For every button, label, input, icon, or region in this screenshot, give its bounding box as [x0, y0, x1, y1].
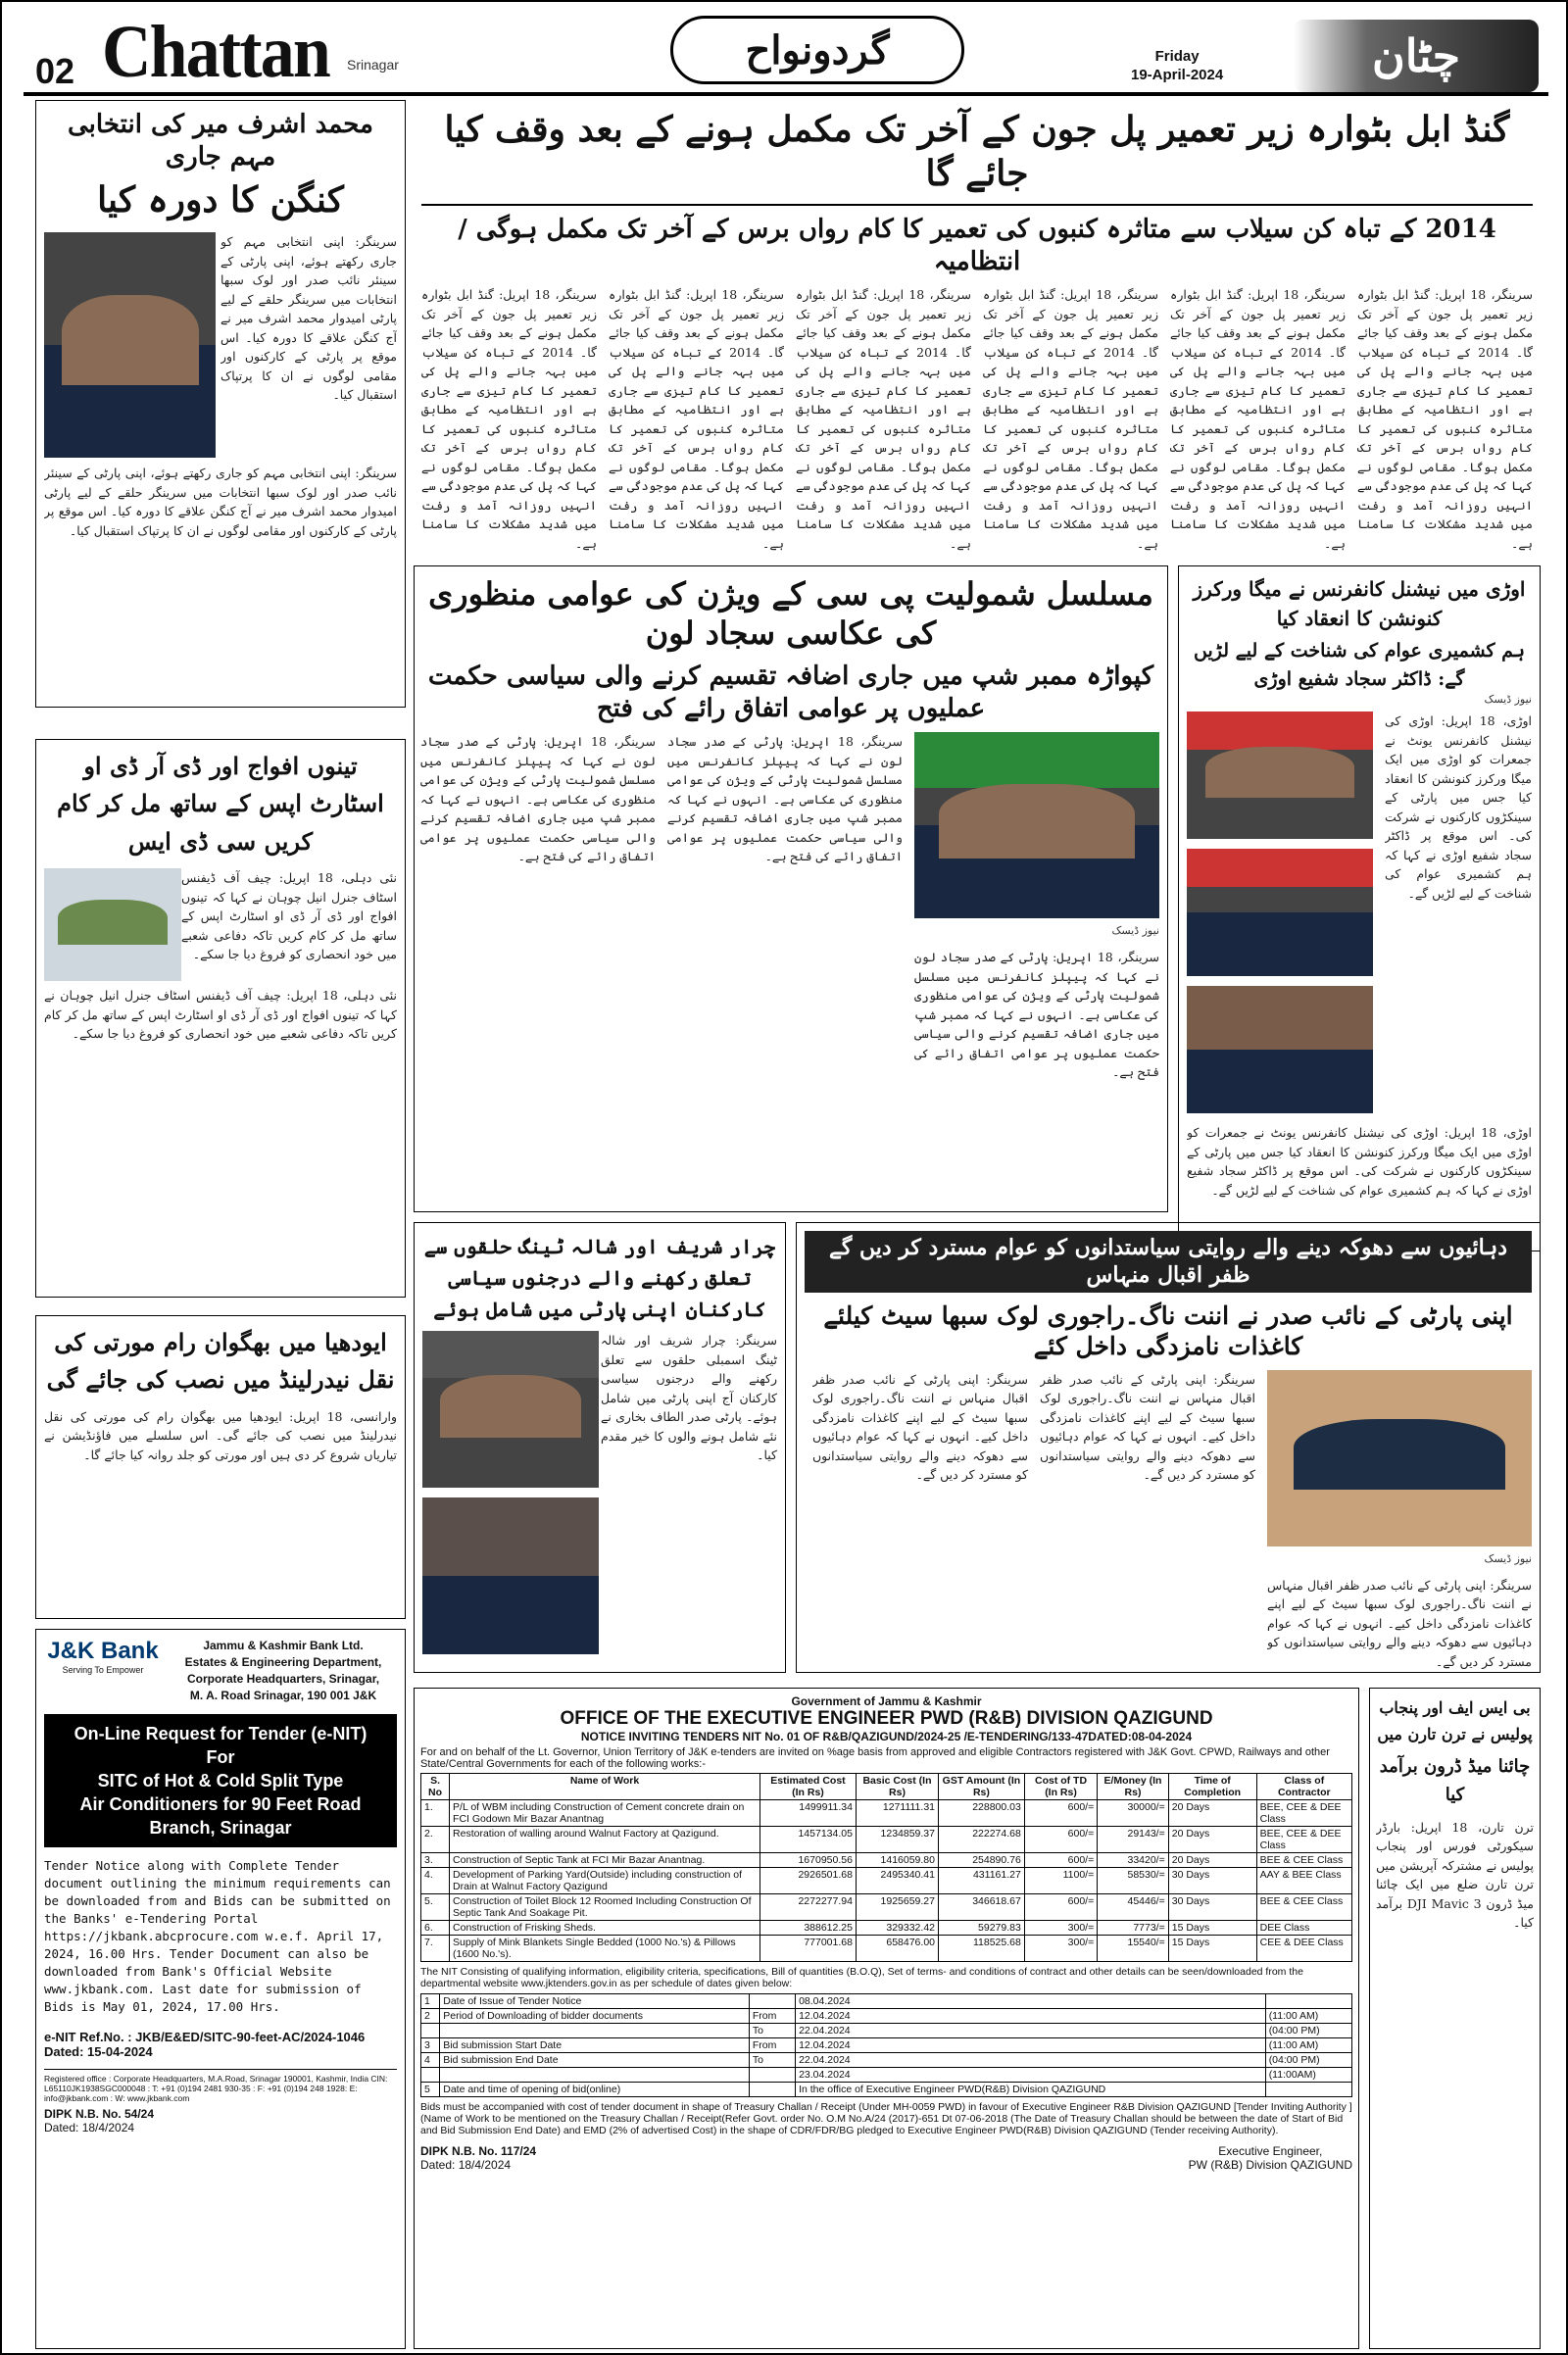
schedule-cell	[440, 2068, 750, 2083]
schedule-cell: 2	[421, 2009, 440, 2024]
table-row	[421, 1921, 1352, 1936]
table-cell: Development of Parking Yard(Outside) including construction of Drain at Walnut Factory Qazigund	[450, 1868, 760, 1894]
schedule-cell: 5	[421, 2083, 440, 2097]
table-row	[421, 1868, 1352, 1894]
table-cell: 1925659.27	[856, 1894, 938, 1921]
signatory-office: PW (R&B) Division QAZIGUND	[1188, 2158, 1352, 2172]
lead-body-col2: سرینگر، 18 اپریل: گنڈ ابل بٹوارہ زیر تعمیر پل جون کے آخر تک مکمل ہونے کے بعد وقف کیا جائے گا۔ 2014 کے تباہ کن سیلاب میں بہہ جانے والے پل کی تعمیر کا کام تیزی سے جاری ہے اور انتظامیہ کے مطابق متاثرہ کنبوں کی تعمیر کا کام رواں برس کے آخر تک مکمل ہوگا۔ مقامی لوگوں نے کہا کہ پل کی عدم موجودگی سے انہیں روزانہ آمد و رفت میں شدید مشکلات کا سامنا ہے۔	[609, 287, 784, 551]
table-cell: 658476.00	[856, 1936, 938, 1962]
lead-article	[414, 100, 1541, 551]
table-cell: 30000/=	[1098, 1800, 1169, 1827]
article-ashraf-mir	[35, 100, 406, 708]
works-col-header: Class of Contractor	[1256, 1774, 1351, 1800]
table-cell: 777001.68	[760, 1936, 857, 1962]
article-headline: کنگن کا دورہ کیا	[97, 179, 344, 221]
table-cell: 2495340.41	[856, 1868, 938, 1894]
schedule-cell: 08.04.2024	[796, 1994, 1266, 2009]
table-cell: BEE & CEE Class	[1256, 1853, 1351, 1868]
table-cell: DEE Class	[1256, 1921, 1351, 1936]
schedule-cell	[749, 2068, 795, 2083]
table-cell: 1234859.37	[856, 1827, 938, 1853]
schedule-cell: Bid submission End Date	[440, 2053, 750, 2068]
article-bsf-drone	[1369, 1688, 1541, 2349]
works-col-header: Cost of TD (In Rs)	[1024, 1774, 1097, 1800]
bank-dept: Estates & Engineering Department,	[184, 1655, 382, 1669]
schedule-cell: To	[749, 2024, 795, 2038]
table-cell: BEE & CEE Class	[1256, 1894, 1351, 1921]
table-cell: 346618.67	[939, 1894, 1025, 1921]
table-row	[421, 1853, 1352, 1868]
schedule-cell: 22.04.2024	[796, 2024, 1266, 2038]
article-charar	[414, 1222, 786, 1673]
table-cell: 600/=	[1024, 1800, 1097, 1827]
schedule-cell: (11:00 AM)	[1265, 2038, 1351, 2053]
schedule-cell	[1265, 2083, 1351, 2097]
schedule-cell: 3	[421, 2038, 440, 2053]
page-number: 02	[35, 51, 75, 91]
schedule-cell: Period of Downloading of bidder documents	[440, 2009, 750, 2024]
article-headline: چرار شریف اور شالہ ٹینگ حلقوں سے تعلق رکھنے والے درجنوں سیاسی کارکنان اپنی پارٹی میں شامل ہوئے	[423, 1235, 776, 1321]
bank-hq: Corporate Headquarters, Srinagar,	[186, 1672, 380, 1686]
table-cell: 431161.27	[939, 1868, 1025, 1894]
nit-footnote: Bids must be accompanied with cost of tender document in shape of Treasury Challan / Receipt (Under MH-0059 PWD) in favour of Executive Engineer R&B Division QAZIGUND [Tender Inviting Authority ](Name of Work to be mentioned on the Treasury Challan / Receipt(Refer Govt. order No. O.M No.A/24 (2017)-651 Dt 07-06-2018 (The Date of Treasury Challan should be between the date of Start of Bid and Bid Submission End Date) and EMD (2% of advertised Cost) in the shape of CDR/FDR/BG pledged to Executive Engineer PWD(R&B) Division QAZIGUND (Tender receiving Authority).	[420, 2101, 1352, 2136]
schedule-cell: 4	[421, 2053, 440, 2068]
general-photo	[44, 868, 181, 981]
news-photo-2	[422, 1497, 599, 1654]
news-photo-rally	[914, 732, 1159, 918]
table-cell: 15 Days	[1168, 1921, 1256, 1936]
schedule-cell: (11:00 AM)	[1265, 2009, 1351, 2024]
schedule-cell: 12.04.2024	[796, 2009, 1266, 2024]
table-cell: CEE & DEE Class	[1256, 1936, 1351, 1962]
tender-title-block	[44, 1714, 397, 1847]
table-cell: Restoration of walling around Walnut Factory at Qazigund.	[450, 1827, 760, 1853]
table-row	[421, 1936, 1352, 1962]
urdu-logo: چٹان	[1294, 20, 1539, 92]
table-cell: 388612.25	[760, 1921, 857, 1936]
signatory-title: Executive Engineer,	[1218, 2144, 1323, 2158]
schedule-cell: To	[749, 2053, 795, 2068]
table-cell: 1271111.31	[856, 1800, 938, 1827]
schedule-row	[421, 1994, 1352, 2009]
table-cell: 228800.03	[939, 1800, 1025, 1827]
schedule-cell: 1	[421, 1994, 440, 2009]
article-body-cont: سرینگر: اپنی انتخابی مہم کو جاری رکھتے ہوئے، اپنی پارٹی کے سینئر نائب صدر اور لوک سبھا انتخابات میں سرینگر حلقے کے لیے پارٹی امیدوار محمد اشرف میر نے آج کنگن علاقے کا دورہ کیا۔ اس موقع پر پارٹی کے کارکنوں اور مقامی لوگوں نے ان کا پرتپاک استقبال کیا۔	[44, 466, 397, 538]
jkbank-tender-ad	[35, 1629, 406, 2349]
table-cell: 6.	[421, 1921, 450, 1936]
table-cell: 45446/=	[1098, 1894, 1169, 1921]
nit-intro: For and on behalf of the Lt. Governor, Union Territory of J&K e-tenders are invited on %age basis from approved and eligible Contractors registered with J&K Govt. CPWD, Railways and other State/Central Governments for each of the following works:-	[420, 1746, 1330, 1770]
schedule-row	[421, 2068, 1352, 2083]
article-headline: اوڑی میں نیشنل کانفرنس نے میگا ورکرز کنونشن کا انعقاد کیا	[1193, 577, 1526, 630]
table-cell: 600/=	[1024, 1853, 1097, 1868]
article-subhead: ہم کشمیری عوام کی شناخت کے لیے لڑیں گے: ڈاکٹر سجاد شفیع اوڑی	[1194, 640, 1525, 690]
table-cell: 118525.68	[939, 1936, 1025, 1962]
bank-name: Jammu & Kashmir Bank Ltd.	[203, 1639, 364, 1652]
works-table	[420, 1773, 1352, 1962]
news-photo-3	[1187, 986, 1373, 1113]
lead-body-col4: سرینگر، 18 اپریل: گنڈ ابل بٹوارہ زیر تعمیر پل جون کے آخر تک مکمل ہونے کے بعد وقف کیا جائے گا۔ 2014 کے تباہ کن سیلاب میں بہہ جانے والے پل کی تعمیر کا کام تیزی سے جاری ہے اور انتظامیہ کے مطابق متاثرہ کنبوں کی تعمیر کا کام رواں برس کے آخر تک مکمل ہوگا۔ مقامی لوگوں نے کہا کہ پل کی عدم موجودگی سے انہیں روزانہ آمد و رفت میں شدید مشکلات کا سامنا ہے۔	[983, 287, 1158, 551]
dipk-no: DIPK N.B. No. 117/24	[420, 2144, 537, 2158]
table-row	[421, 1827, 1352, 1853]
table-cell: 600/=	[1024, 1894, 1097, 1921]
article-headline: مسلسل شمولیت پی سی کے ویژن کی عوامی منظوری کی عکاسی سجاد لون	[428, 575, 1153, 652]
table-cell: 33420/=	[1098, 1853, 1169, 1868]
schedule-cell	[421, 2068, 440, 2083]
article-body: اوڑی، 18 اپریل: اوڑی کی نیشنل کانفرنس یونٹ نے جمعرات کو اوڑی میں ایک میگا ورکرز کنونشن کا انعقاد کیا جس میں پارٹی کے سینکڑوں کارکنوں نے شرکت کی۔ اس موقع پر ڈاکٹر سجاد شفیع اوڑی نے کہا کہ ہم کشمیری عوام کی شناخت کے لیے لڑیں گے۔	[1385, 713, 1532, 901]
tender-dated: Dated: 15-04-2024	[44, 2044, 153, 2059]
table-cell: 300/=	[1024, 1921, 1097, 1936]
issue-date-text: 19-April-2024	[1131, 67, 1224, 83]
lead-subhead: 2014 کے تباہ کن سیلاب سے متاثرہ کنبوں کی تعمیر کا کام رواں برس کے آخر تک مکمل ہوگی / انتظامیہ	[458, 215, 1496, 276]
article-body-cont: نئی دہلی، 18 اپریل: چیف آف ڈیفنس اسٹاف جنرل انیل چوہان نے کہا کہ تینوں افواج اور ڈی آر ڈی او اسٹارٹ اپس کے ساتھ مل کر کام کریں تاکہ دفاعی شعبے میں خود انحصاری کو فروغ دیا جا سکے۔	[44, 988, 397, 1042]
schedule-cell	[421, 2024, 440, 2038]
jkbank-logo	[44, 1638, 162, 1704]
lead-body-col6: سرینگر، 18 اپریل: گنڈ ابل بٹوارہ زیر تعمیر پل جون کے آخر تک مکمل ہونے کے بعد وقف کیا جائے گا۔ 2014 کے تباہ کن سیلاب میں بہہ جانے والے پل کی تعمیر کا کام تیزی سے جاری ہے اور انتظامیہ کے مطابق متاثرہ کنبوں کی تعمیر کا کام رواں برس کے آخر تک مکمل ہوگا۔ مقامی لوگوں نے کہا کہ پل کی عدم موجودگی سے انہیں روزانہ آمد و رفت میں شدید مشکلات کا سامنا ہے۔	[1357, 287, 1533, 551]
table-cell: 2926501.68	[760, 1868, 857, 1894]
lead-body-col5: سرینگر، 18 اپریل: گنڈ ابل بٹوارہ زیر تعمیر پل جون کے آخر تک مکمل ہونے کے بعد وقف کیا جائے گا۔ 2014 کے تباہ کن سیلاب میں بہہ جانے والے پل کی تعمیر کا کام تیزی سے جاری ہے اور انتظامیہ کے مطابق متاثرہ کنبوں کی تعمیر کا کام رواں برس کے آخر تک مکمل ہوگا۔ مقامی لوگوں نے کہا کہ پل کی عدم موجودگی سے انہیں روزانہ آمد و رفت میں شدید مشکلات کا سامنا ہے۔	[1170, 287, 1346, 551]
masthead	[24, 10, 1548, 96]
article-body: نئی دہلی، 18 اپریل: چیف آف ڈیفنس اسٹاف جنرل انیل چوہان نے کہا کہ تینوں افواج اور ڈی آر ڈی او اسٹارٹ اپس کے ساتھ مل کر کام کریں تاکہ دفاعی شعبے میں خود انحصاری کو فروغ دیا جا سکے۔	[181, 870, 397, 962]
lead-headline: گنڈ ابل بٹوارہ زیر تعمیر پل جون کے آخر تک مکمل ہونے کے بعد وقف کیا جائے گا	[421, 108, 1533, 206]
table-cell: Supply of Mink Blankets Single Bedded (1000 No.'s) & Pillows (1600 No.'s).	[450, 1936, 760, 1962]
article-headline: بی ایس ایف اور پنجاب پولیس نے ترن تارن میں	[1377, 1698, 1533, 1744]
table-cell: 222274.68	[939, 1827, 1025, 1853]
schedule-cell: (04:00 PM)	[1265, 2024, 1351, 2038]
table-cell: 30 Days	[1168, 1894, 1256, 1921]
article-body: وارانسی، 18 اپریل: ایودھیا میں بھگوان رام کی مورتی کی نقل نیدرلینڈ میں نصب کی جائے گی۔ اس سلسلے میں فاؤنڈیشن نے تیاریاں شروع کر دی ہیں اور مورتی کو جلد روانہ کیا جائے گا۔	[44, 1408, 397, 1462]
schedule-cell	[749, 2083, 795, 2097]
table-cell: 1457134.05	[760, 1827, 857, 1853]
schedule-row	[421, 2053, 1352, 2068]
table-cell: 4.	[421, 1868, 450, 1894]
article-body-col3: سرینگر، 18 اپریل: پارٹی کے صدر سجاد لون نے کہا کہ پیپلز کانفرنس میں مسلسل شمولیت پارٹی کے ویژن کی عوامی منظوری کی عکاسی ہے۔ انہوں نے کہا کہ ممبر شپ میں جاری اضافہ تقسیم کرنے والی سیاسی حکمت عملیوں پر عوامی اتفاق رائے کی فتح ہے۔	[420, 734, 656, 863]
issue-date	[1131, 47, 1223, 84]
works-col-header: Name of Work	[450, 1774, 760, 1800]
table-cell: 59279.83	[939, 1921, 1025, 1936]
news-photo-1	[1187, 711, 1373, 839]
table-cell: 20 Days	[1168, 1853, 1256, 1868]
table-cell: 20 Days	[1168, 1827, 1256, 1853]
schedule-cell: Bid submission Start Date	[440, 2038, 750, 2053]
tender-title-item2: Air Conditioners for 90 Feet Road	[79, 1794, 362, 1814]
table-cell: 3.	[421, 1853, 450, 1868]
article-body: ترن تارن، 18 اپریل: بارڈر سیکورٹی فورس اور پنجاب پولیس نے مشترکہ آپریشن میں ترن تارن ضلع میں ایک چائنا میڈ ڈرون DJI Mavic 3 برآمد کیا۔	[1376, 1819, 1534, 1931]
article-body: سرینگر: چرار شریف اور شالہ ٹینگ اسمبلی حلقوں سے تعلق رکھنے والے درجنوں سیاسی کارکنان آج اپنی پارٹی میں شامل ہوئے۔ پارٹی صدر الطاف بخاری نے نئے شامل ہونے والوں کا خیر مقدم کیا۔	[601, 1333, 777, 1462]
byline: نیوز ڈیسک	[1111, 924, 1159, 937]
table-cell: 15 Days	[1168, 1936, 1256, 1962]
tender-ref: e-NIT Ref.No. : JKB/E&ED/SITC-90-feet-AC/2024-1046	[44, 2030, 366, 2044]
article-subhead: کپواڑہ ممبر شپ میں جاری اضافہ تقسیم کرنے والی سیاسی حکمت عملیوں پر عوامی اتفاق رائے کی فتح	[427, 662, 1154, 723]
table-cell: 30 Days	[1168, 1868, 1256, 1894]
table-row	[421, 1894, 1352, 1921]
works-col-header: E/Money (In Rs)	[1098, 1774, 1169, 1800]
schedule-cell	[749, 1994, 795, 2009]
article-body-col2: سرینگر، 18 اپریل: پارٹی کے صدر سجاد لون نے کہا کہ پیپلز کانفرنس میں مسلسل شمولیت پارٹی کے ویژن کی عوامی منظوری کی عکاسی ہے۔ انہوں نے کہا کہ ممبر شپ میں جاری اضافہ تقسیم کرنے والی سیاسی حکمت عملیوں پر عوامی اتفاق رائے کی فتح ہے۔	[667, 734, 903, 863]
dipk-no: DIPK N.B. No. 54/24	[44, 2107, 155, 2121]
table-cell: 1100/=	[1024, 1868, 1097, 1894]
table-cell: BEE, CEE & DEE Class	[1256, 1827, 1351, 1853]
table-cell: 7.	[421, 1936, 450, 1962]
schedule-cell	[440, 2024, 750, 2038]
schedule-cell	[1265, 1994, 1351, 2009]
table-cell: 5.	[421, 1894, 450, 1921]
pwd-tender-notice	[414, 1688, 1359, 2349]
tender-title-branch: Branch, Srinagar	[149, 1818, 292, 1838]
table-cell: Construction of Frisking Sheds.	[450, 1921, 760, 1936]
article-body-col1: سرینگر: اپنی پارٹی کے نائب صدر ظفر اقبال منہاس نے اننت ناگ۔راجوری لوک سبھا سیٹ کے لیے اپنے کاغذات نامزدگی داخل کیے۔ انہوں نے کہا کہ عوام دہائیوں سے دھوکہ دینے والے روایتی سیاستدانوں کو مسترد کر دیں گے۔	[1267, 1577, 1532, 1669]
newspaper-logo[interactable]: Chattan	[102, 11, 329, 93]
table-cell: 15540/=	[1098, 1936, 1169, 1962]
article-nc-uri	[1178, 565, 1541, 1251]
table-cell: Construction of Toilet Block 12 Roomed Including Construction Of Septic Tank And Soakage Pit.	[450, 1894, 760, 1921]
article-headline: ایودھیا میں بھگوان رام مورتی کی نقل نیدرلینڈ میں نصب کی جائے گی	[46, 1328, 395, 1395]
byline: نیوز ڈیسک	[1484, 693, 1532, 706]
table-cell: 1.	[421, 1800, 450, 1827]
schedule-cell: Date and time of opening of bid(online)	[440, 2083, 750, 2097]
jkbank-tagline: Serving To Empower	[62, 1665, 144, 1675]
schedule-cell: Date of Issue of Tender Notice	[440, 1994, 750, 2009]
nit-conditions: The NIT Consisting of qualifying information, eligibility criteria, specifications, Bill of quantities (B.O.Q), Set of terms- and conditions of contract and other details can be seen/downloaded from the departmental website www.jktenders.gov.in as per schedule of dates given below:	[420, 1966, 1303, 1989]
lead-body-col3: سرینگر، 18 اپریل: گنڈ ابل بٹوارہ زیر تعمیر پل جون کے آخر تک مکمل ہونے کے بعد وقف کیا جائے گا۔ 2014 کے تباہ کن سیلاب میں بہہ جانے والے پل کی تعمیر کا کام تیزی سے جاری ہے اور انتظامیہ کے مطابق متاثرہ کنبوں کی تعمیر کا کام رواں برس کے آخر تک مکمل ہوگا۔ مقامی لوگوں نے کہا کہ پل کی عدم موجودگی سے انہیں روزانہ آمد و رفت میں شدید مشکلات کا سامنا ہے۔	[796, 287, 971, 551]
article-subhead: اپنی پارٹی کے نائب صدر نے اننت ناگ۔راجوری لوک سبھا سیٹ کیلئے کاغذات نامزدگی داخل کئے	[823, 1301, 1513, 1361]
table-cell: 1499911.34	[760, 1800, 857, 1827]
works-col-header: Estimated Cost (In Rs)	[760, 1774, 857, 1800]
schedule-cell: 22.04.2024	[796, 2053, 1266, 2068]
table-cell: 329332.42	[856, 1921, 938, 1936]
lead-body-col1: سرینگر، 18 اپریل: گنڈ ابل بٹوارہ زیر تعمیر پل جون کے آخر تک مکمل ہونے کے بعد وقف کیا جائے گا۔ 2014 کے تباہ کن سیلاب میں بہہ جانے والے پل کی تعمیر کا کام تیزی سے جاری ہے اور انتظامیہ کے مطابق متاثرہ کنبوں کی تعمیر کا کام رواں برس کے آخر تک مکمل ہوگا۔ مقامی لوگوں نے کہا کہ پل کی عدم موجودگی سے انہیں روزانہ آمد و رفت میں شدید مشکلات کا سامنا ہے۔	[421, 287, 597, 551]
article-body-col3: سرینگر: اپنی پارٹی کے نائب صدر ظفر اقبال منہاس نے اننت ناگ۔راجوری لوک سبھا سیٹ کے لیے اپنے کاغذات نامزدگی داخل کیے۔ انہوں نے کہا کہ عوام دہائیوں سے دھوکہ دینے والے روایتی سیاستدانوں کو مسترد کر دیں گے۔	[812, 1371, 1028, 1482]
table-cell: 254890.76	[939, 1853, 1025, 1868]
news-photo-2	[1187, 849, 1373, 976]
table-cell: 300/=	[1024, 1936, 1097, 1962]
article-kicker: محمد اشرف میر کی انتخابی مہم جاری	[68, 110, 373, 172]
nit-number: NOTICE INVITING TENDERS NIT No. 01 OF R&B/QAZIGUND/2024-25 /E-TENDERING/133-47DATED:08-04-2024	[580, 1730, 1193, 1743]
table-cell: 29143/=	[1098, 1827, 1169, 1853]
article-zafar-manhas	[796, 1222, 1541, 1673]
bank-footer: Registered office : Corporate Headquarters, M.A.Road, Srinagar 190001, Kashmir, India CIN: L65110JK1938SGC000048 : T: +91 (0)194 2481 930-35 : F: +91 (0)194 248 1928: E: info@jkbank.com : W: www.jkbank.com	[44, 2069, 397, 2103]
works-col-header: Time of Completion	[1168, 1774, 1256, 1800]
article-cds	[35, 739, 406, 1298]
article-body: سرینگر: اپنی انتخابی مہم کو جاری رکھتے ہوئے، اپنی پارٹی کے سینئر نائب صدر اور لوک سبھا انتخابات میں سرینگر حلقے کے لیے پارٹی امیدوار محمد اشرف میر نے آج کنگن علاقے کا دورہ کیا۔ اس موقع پر پارٹی کے کارکنوں اور مقامی لوگوں نے ان کا پرتپاک استقبال کیا۔	[220, 234, 397, 402]
office-title: OFFICE OF THE EXECUTIVE ENGINEER PWD (R&B) DIVISION QAZIGUND	[560, 1708, 1213, 1729]
article-photo	[44, 232, 216, 458]
jkbank-logo-text: J&K Bank	[47, 1638, 159, 1664]
table-cell: 1416059.80	[856, 1853, 938, 1868]
schedule-cell: 23.04.2024	[796, 2068, 1266, 2083]
article-headline: دہائیوں سے دھوکہ دینے والے روایتی سیاستدانوں کو عوام مسترد کر دیں گے ظفر اقبال منہاس	[805, 1231, 1532, 1293]
schedule-cell: In the office of Executive Engineer PWD(R&B) Division QAZIGUND	[796, 2083, 1266, 2097]
article-body-col1: سرینگر، 18 اپریل: پارٹی کے صدر سجاد لون نے کہا کہ پیپلز کانفرنس میں مسلسل شمولیت پارٹی کے ویژن کی عوامی منظوری کی عکاسی ہے۔ انہوں نے کہا کہ ممبر شپ میں جاری اضافہ تقسیم کرنے والی سیاسی حکمت عملیوں پر عوامی اتفاق رائے کی فتح ہے۔	[914, 950, 1159, 1079]
bank-address: M. A. Road Srinagar, 190 001 J&K	[189, 1689, 377, 1702]
article-ram-idol	[35, 1315, 406, 1619]
article-sajad-lone	[414, 565, 1168, 1212]
byline: نیوز ڈیسک	[1484, 1551, 1532, 1565]
schedule-cell: (11:00AM)	[1265, 2068, 1351, 2083]
works-col-header: GST Amount (In Rs)	[939, 1774, 1025, 1800]
schedule-row	[421, 2083, 1352, 2097]
works-col-header: S. No	[421, 1774, 450, 1800]
table-cell: BEE, CEE & DEE Class	[1256, 1800, 1351, 1827]
tender-body: Tender Notice along with Complete Tender document outlining the minimum requirements can be downloaded from and Bids can be submitted on the Banks' e-Tendering Portal https://jkbank.abcprocure.com w.e.f. April 17, 2024, 16.00 Hrs. Tender Document can also be downloaded from Bank's Official Website www.jkbank.com. Last date for submission of Bids is May 01, 2024, 17.00 Hrs.	[44, 1858, 391, 2014]
dipk-date: Dated: 18/4/2024	[420, 2158, 512, 2172]
article-headline-2: چائنا میڈ ڈرون برآمد کیا	[1379, 1756, 1531, 1806]
tender-title-item: SITC of Hot & Cold Split Type	[97, 1771, 344, 1791]
article-body-col2: سرینگر: اپنی پارٹی کے نائب صدر ظفر اقبال منہاس نے اننت ناگ۔راجوری لوک سبھا سیٹ کے لیے اپنے کاغذات نامزدگی داخل کیے۔ انہوں نے کہا کہ عوام دہائیوں سے دھوکہ دینے والے روایتی سیاستدانوں کو مسترد کر دیں گے۔	[1040, 1371, 1255, 1482]
section-banner: گردونواح	[670, 16, 964, 84]
table-cell: 1670950.56	[760, 1853, 857, 1868]
schedule-table	[420, 1993, 1352, 2097]
dipk-date: Dated: 18/4/2024	[44, 2121, 135, 2134]
schedule-cell: 12.04.2024	[796, 2038, 1266, 2053]
table-cell: 2.	[421, 1827, 450, 1853]
news-photo-nomination	[1267, 1370, 1532, 1546]
issue-day: Friday	[1154, 48, 1200, 65]
table-cell: 58530/=	[1098, 1868, 1169, 1894]
schedule-cell: From	[749, 2009, 795, 2024]
table-cell: Construction of Septic Tank at FCI Mir Bazar Anantnag.	[450, 1853, 760, 1868]
table-cell: AAY & BEE Class	[1256, 1868, 1351, 1894]
tender-title: On-Line Request for Tender (e-NIT)	[74, 1724, 368, 1743]
table-cell: P/L of WBM including Construction of Cement concrete drain on FCI Godown Mir Bazar Anantnag	[450, 1800, 760, 1827]
table-cell: 7773/=	[1098, 1921, 1169, 1936]
article-body-cont: اوڑی، 18 اپریل: اوڑی کی نیشنل کانفرنس یونٹ نے جمعرات کو اوڑی میں ایک میگا ورکرز کنونشن کا انعقاد کیا جس میں پارٹی کے سینکڑوں کارکنوں نے شرکت کی۔ اس موقع پر ڈاکٹر سجاد شفیع اوڑی نے کہا کہ ہم کشمیری عوام کی شناخت کے لیے لڑیں گے۔	[1187, 1125, 1532, 1198]
edition-city: Srinagar	[347, 57, 399, 73]
table-cell: 2272277.94	[760, 1894, 857, 1921]
article-headline: تینوں افواج اور ڈی آر ڈی او اسٹارٹ اپس کے ساتھ مل کر کام کریں سی ڈی ایس	[57, 752, 384, 856]
tender-title-for: For	[206, 1747, 235, 1767]
schedule-row	[421, 2009, 1352, 2024]
govt-title: Government of Jammu & Kashmir	[791, 1694, 982, 1708]
schedule-cell: (04:00 PM)	[1265, 2053, 1351, 2068]
table-cell: 600/=	[1024, 1827, 1097, 1853]
works-col-header: Basic Cost (In Rs)	[856, 1774, 938, 1800]
schedule-row	[421, 2024, 1352, 2038]
news-photo-1	[422, 1331, 599, 1488]
schedule-cell: From	[749, 2038, 795, 2053]
table-cell: 20 Days	[1168, 1800, 1256, 1827]
table-row	[421, 1800, 1352, 1827]
schedule-row	[421, 2038, 1352, 2053]
